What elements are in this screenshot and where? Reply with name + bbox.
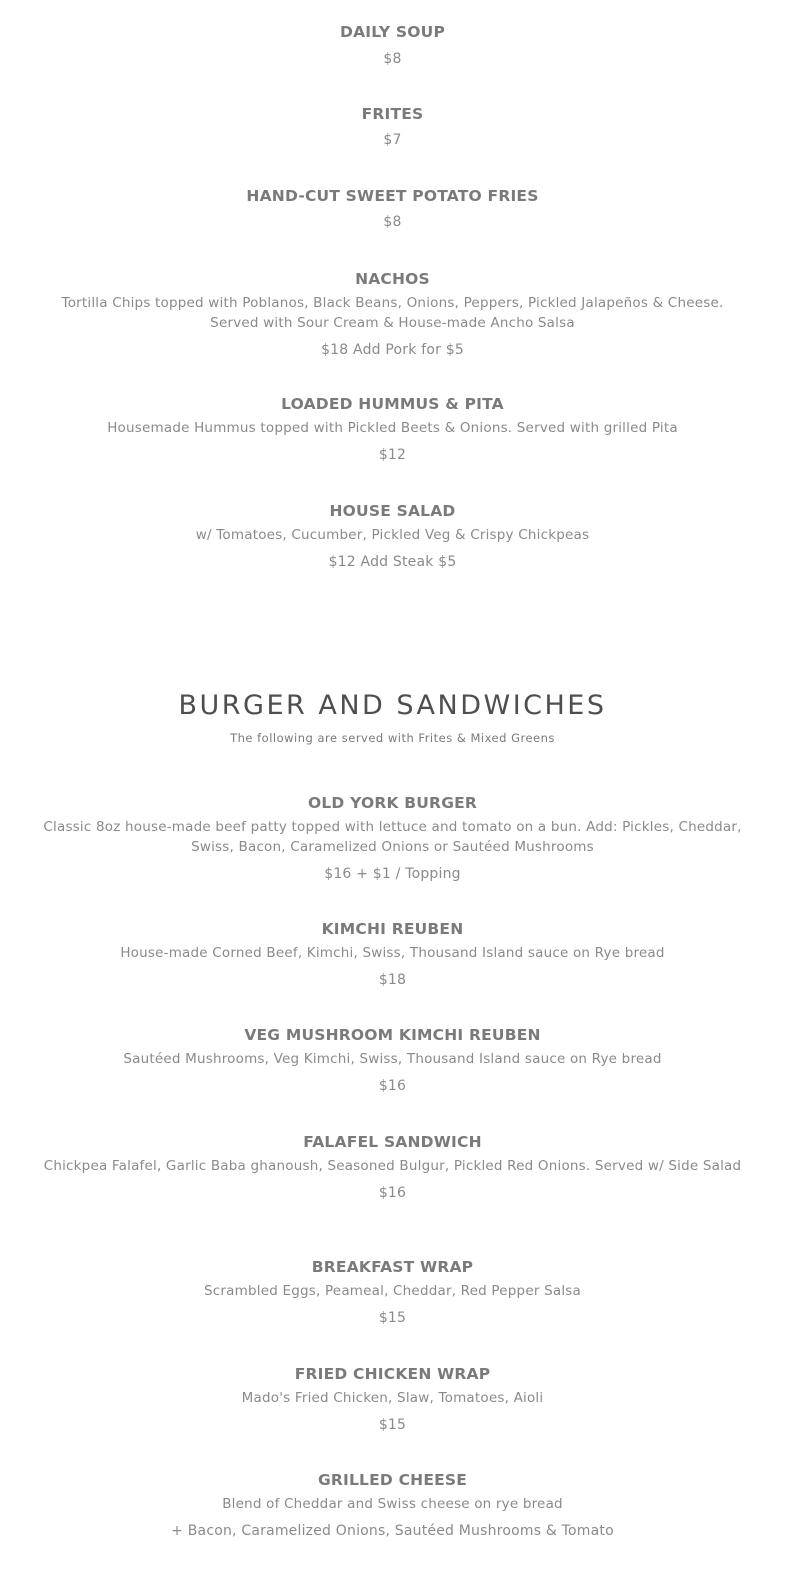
menu-item-fried-chicken-wrap [0, 1364, 785, 1435]
item-name: GRILLED CHEESE [317, 1471, 468, 1489]
menu-item-nachos [0, 269, 785, 360]
menu-item-falafel-sandwich [0, 1132, 785, 1203]
item-description: Chickpea Falafel, Garlic Baba ghanoush, Seasoned Bulgur, Pickled Red Onions. Served w/ Side Salad [43, 1158, 742, 1174]
item-description: Scrambled Eggs, Peameal, Cheddar, Red Pepper Salsa [204, 1283, 581, 1299]
section-header [0, 688, 785, 746]
item-price: $15 [378, 1417, 407, 1433]
item-name: LOADED HUMMUS & PITA [281, 395, 504, 413]
item-name: KIMCHI REUBEN [321, 920, 464, 938]
section-title: BURGER AND SANDWICHES [178, 690, 607, 721]
item-description: House-made Corned Beef, Kimchi, Swiss, Thousand Island sauce on Rye bread [120, 945, 665, 961]
item-price: $12 [378, 447, 407, 463]
menu-item-kimchi-reuben [0, 919, 785, 990]
item-description: Housemade Hummus topped with Pickled Beets & Onions. Served with grilled Pita [107, 420, 678, 436]
item-price: $18 Add Pork for $5 [321, 342, 464, 358]
item-price: $12 Add Steak $5 [328, 554, 457, 570]
item-name: HOUSE SALAD [329, 502, 456, 520]
item-price: $16 [378, 1078, 407, 1094]
item-price: $7 [383, 132, 402, 148]
item-description: w/ Tomatoes, Cucumber, Pickled Veg & Crispy Chickpeas [195, 527, 590, 543]
item-name: FRIED CHICKEN WRAP [294, 1365, 491, 1383]
item-name: FALAFEL SANDWICH [303, 1133, 482, 1151]
item-price: $16 [378, 1185, 407, 1201]
menu-item-old-york-burger [0, 793, 785, 884]
menu-item-loaded-hummus [0, 394, 785, 465]
item-name: NACHOS [355, 270, 430, 288]
menu-item-veg-mushroom-kimchi-reuben [0, 1025, 785, 1096]
item-name: VEG MUSHROOM KIMCHI REUBEN [244, 1026, 541, 1044]
item-name: FRITES [361, 105, 424, 123]
item-name: DAILY SOUP [340, 23, 445, 41]
item-description: Sautéed Mushrooms, Veg Kimchi, Swiss, Thousand Island sauce on Rye bread [123, 1051, 662, 1067]
item-price: $16 + $1 / Topping [324, 866, 461, 882]
item-price: $8 [383, 214, 402, 230]
menu-item-sweet-potato-fries [0, 186, 785, 232]
item-name: BREAKFAST WRAP [311, 1258, 474, 1276]
item-price: $8 [383, 51, 402, 67]
item-description: Classic 8oz house-made beef patty topped with lettuce and tomato on a bun. Add: Pickles, Cheddar, Swiss, Bacon, Caramelized Onions or Sautéed Mushrooms [43, 819, 742, 855]
item-price: $15 [378, 1310, 407, 1326]
menu-item-frites [0, 104, 785, 150]
menu-item-daily-soup [0, 22, 785, 69]
menu-item-grilled-cheese [0, 1470, 785, 1541]
item-description: Tortilla Chips topped with Poblanos, Black Beans, Onions, Peppers, Pickled Jalapeños & Cheese. Served with Sour Cream & House-made Ancho Salsa [61, 295, 724, 331]
item-price: $18 [378, 972, 407, 988]
item-name: OLD YORK BURGER [307, 794, 478, 812]
menu-item-breakfast-wrap [0, 1257, 785, 1328]
item-description: Blend of Cheddar and Swiss cheese on rye bread [222, 1496, 563, 1512]
item-description: Mado's Fried Chicken, Slaw, Tomatoes, Aioli [241, 1390, 544, 1406]
item-name: HAND-CUT SWEET POTATO FRIES [246, 187, 539, 205]
section-subtitle: The following are served with Frites & Mixed Greens [230, 731, 555, 745]
menu-item-house-salad [0, 501, 785, 572]
item-price: + Bacon, Caramelized Onions, Sautéed Mushrooms & Tomato [171, 1523, 614, 1539]
